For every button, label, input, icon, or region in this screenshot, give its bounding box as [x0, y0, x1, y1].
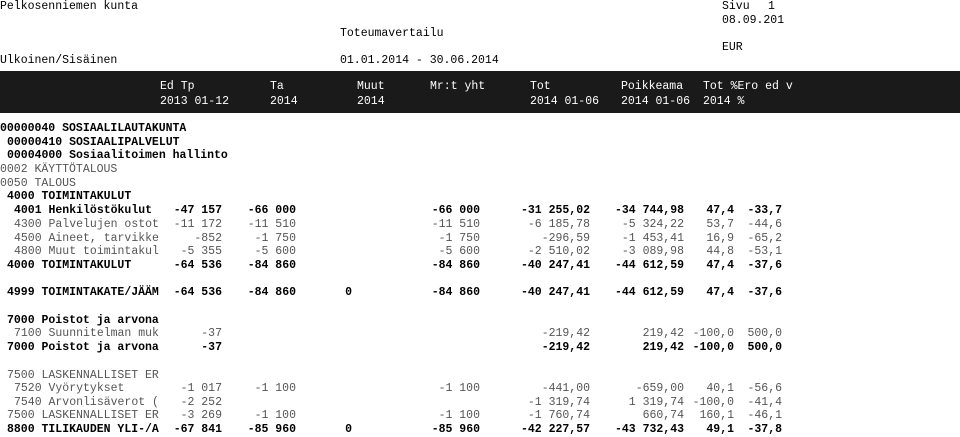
row-value: 500,0: [747, 327, 782, 340]
row-value: -5 600: [438, 245, 480, 258]
row-label: 4000 TOIMINTAKULUT: [7, 259, 132, 272]
row-value: -64 536: [173, 286, 222, 299]
row-value: -37,6: [747, 286, 782, 299]
hierarchy-line: 00000040 SOSIAALILAUTAKUNTA: [0, 122, 187, 135]
col-sub-ed-tp: 2013 01-12: [160, 95, 230, 108]
row-value: -1 100: [254, 382, 296, 395]
table-row: [0, 232, 960, 246]
row-value: -1 017: [180, 382, 222, 395]
row-value: -1 100: [438, 382, 480, 395]
table-row: [0, 204, 960, 218]
row-value: 47,4: [706, 286, 734, 299]
row-value: 53,7: [706, 218, 734, 231]
table-row: [0, 286, 960, 300]
row-label: 4500 Aineet, tarvikke: [14, 232, 159, 245]
row-value: 47,4: [706, 259, 734, 272]
row-value: -40 247,41: [520, 259, 590, 272]
col-sub-tot-ero: 2014 %: [703, 95, 745, 108]
row-value: -5 324,22: [621, 218, 684, 231]
hierarchy-line: 00004000 Sosiaalitoimen hallinto: [7, 149, 228, 162]
col-header-ta: Ta: [270, 80, 284, 93]
page-number: 1: [768, 0, 775, 13]
row-value: -100,0: [692, 396, 734, 409]
col-sub-muut: 2014: [357, 95, 385, 108]
row-value: -6 185,78: [527, 218, 590, 231]
row-value: -37,8: [747, 423, 782, 436]
row-value: -67 841: [173, 423, 222, 436]
row-value: 0: [345, 423, 352, 436]
col-header-muut: Muut: [357, 80, 385, 93]
row-value: -1 319,74: [527, 396, 590, 409]
hierarchy-line: 00000410 SOSIAALIPALVELUT: [7, 136, 180, 149]
row-value: -66 000: [431, 204, 480, 217]
row-value: 160,1: [699, 409, 734, 422]
col-header-ed-tp: Ed Tp: [160, 80, 195, 93]
table-row: [0, 245, 960, 259]
scope-label: Ulkoinen/Sisäinen: [0, 54, 118, 67]
table-row: [0, 396, 960, 410]
row-value: 44,8: [706, 245, 734, 258]
column-header-band: [0, 71, 960, 113]
row-value: -44 612,59: [614, 259, 684, 272]
hierarchy-line: 0002 KÄYTTÖTALOUS: [0, 163, 118, 176]
col-header-tot: Tot: [530, 80, 551, 93]
row-value: -31 255,02: [520, 204, 590, 217]
row-value: -100,0: [692, 327, 734, 340]
row-value: -42 227,57: [520, 423, 590, 436]
row-value: -296,59: [541, 232, 590, 245]
row-value: -219,42: [541, 341, 590, 354]
table-row: [0, 382, 960, 396]
col-sub-tot: 2014 01-06: [530, 95, 600, 108]
row-value: -34 744,98: [614, 204, 684, 217]
row-value: -1 100: [254, 409, 296, 422]
col-sub-poikkeama: 2014 01-06: [621, 95, 691, 108]
row-value: -53,1: [747, 245, 782, 258]
row-value: -84 860: [247, 259, 296, 272]
row-label: 4300 Palvelujen ostot: [14, 218, 159, 231]
row-value: -219,42: [541, 327, 590, 340]
row-label: 4999 TOIMINTAKATE/JÄÄM: [7, 286, 159, 299]
row-value: -1 760,74: [527, 409, 590, 422]
row-value: -37,6: [747, 259, 782, 272]
row-value: -37: [201, 327, 222, 340]
report-title: Toteumavertailu: [340, 27, 444, 40]
table-row: [0, 341, 960, 355]
row-value: 40,1: [706, 382, 734, 395]
row-value: -65,2: [747, 232, 782, 245]
row-value: -40 247,41: [520, 286, 590, 299]
row-value: -659,00: [635, 382, 684, 395]
row-value: -11 510: [247, 218, 296, 231]
row-value: -2 252: [180, 396, 222, 409]
row-value: 16,9: [706, 232, 734, 245]
row-value: -2 510,02: [527, 245, 590, 258]
row-value: -33,7: [747, 204, 782, 217]
row-value: -1 750: [254, 232, 296, 245]
row-value: -43 732,43: [614, 423, 684, 436]
period-label: 01.01.2014 - 30.06.2014: [340, 54, 499, 67]
table-row: [0, 218, 960, 232]
row-label: 7000 Poistot ja arvona: [7, 314, 159, 327]
row-value: -11 510: [431, 218, 480, 231]
row-value: -84 860: [431, 259, 480, 272]
table-row: [0, 327, 960, 341]
row-value: -11 172: [173, 218, 222, 231]
table-row: [0, 259, 960, 273]
row-value: -85 960: [431, 423, 480, 436]
row-value: 0: [345, 286, 352, 299]
row-label: 4800 Muut toimintakul: [14, 245, 159, 258]
row-value: -37: [201, 341, 222, 354]
row-value: -64 536: [173, 259, 222, 272]
row-label: 4001 Henkilöstökulut: [14, 204, 153, 217]
row-value: -852: [194, 232, 222, 245]
col-header-tot-ero: Tot %Ero ed v: [703, 80, 793, 93]
row-value: 219,42: [642, 327, 684, 340]
row-label: 7100 Suunnitelman muk: [14, 327, 159, 340]
row-value: -5 355: [180, 245, 222, 258]
row-value: 49,1: [706, 423, 734, 436]
row-value: 1 319,74: [628, 396, 684, 409]
row-value: -1 453,41: [621, 232, 684, 245]
col-header-poikkeama: Poikkeama: [621, 80, 684, 93]
col-sub-ta: 2014: [270, 95, 298, 108]
row-value: -46,1: [747, 409, 782, 422]
page-label: Sivu: [722, 0, 750, 13]
row-value: -85 960: [247, 423, 296, 436]
row-value: -100,0: [692, 341, 734, 354]
row-value: -44 612,59: [614, 286, 684, 299]
row-value: -3 089,98: [621, 245, 684, 258]
currency-label: EUR: [722, 41, 743, 54]
row-value: -1 750: [438, 232, 480, 245]
row-value: 660,74: [642, 409, 684, 422]
row-value: 47,4: [706, 204, 734, 217]
hierarchy-line: 4000 TOIMINTAKULUT: [7, 190, 132, 203]
row-value: -441,00: [541, 382, 590, 395]
table-row: [0, 369, 960, 383]
table-row: [0, 423, 960, 437]
table-row: [0, 314, 960, 328]
row-value: 500,0: [747, 341, 782, 354]
table-row: [0, 409, 960, 423]
row-value: -84 860: [431, 286, 480, 299]
row-value: -3 269: [180, 409, 222, 422]
row-label: 8800 TILIKAUDEN YLI-/A: [7, 423, 159, 436]
report-date: 08.09.201: [722, 14, 785, 27]
row-value: -44,6: [747, 218, 782, 231]
row-value: -84 860: [247, 286, 296, 299]
row-label: 7520 Vyörytykset: [14, 382, 125, 395]
row-value: -41,4: [747, 396, 782, 409]
row-label: 7000 Poistot ja arvona: [7, 341, 159, 354]
row-label: 7500 LASKENNALLISET ER: [7, 409, 159, 422]
row-value: -66 000: [247, 204, 296, 217]
row-value: -5 600: [254, 245, 296, 258]
organization-name: Pelkosenniemen kunta: [0, 0, 139, 13]
row-value: -1 100: [438, 409, 480, 422]
row-value: -56,6: [747, 382, 782, 395]
row-value: 219,42: [642, 341, 684, 354]
row-label: 7500 LASKENNALLISET ER: [7, 369, 159, 382]
row-value: -47 157: [173, 204, 222, 217]
col-header-mrt-yht: Mr:t yht: [430, 80, 486, 93]
row-label: 7540 Arvonlisäverot (: [14, 396, 159, 409]
hierarchy-line: 0050 TALOUS: [0, 177, 76, 190]
